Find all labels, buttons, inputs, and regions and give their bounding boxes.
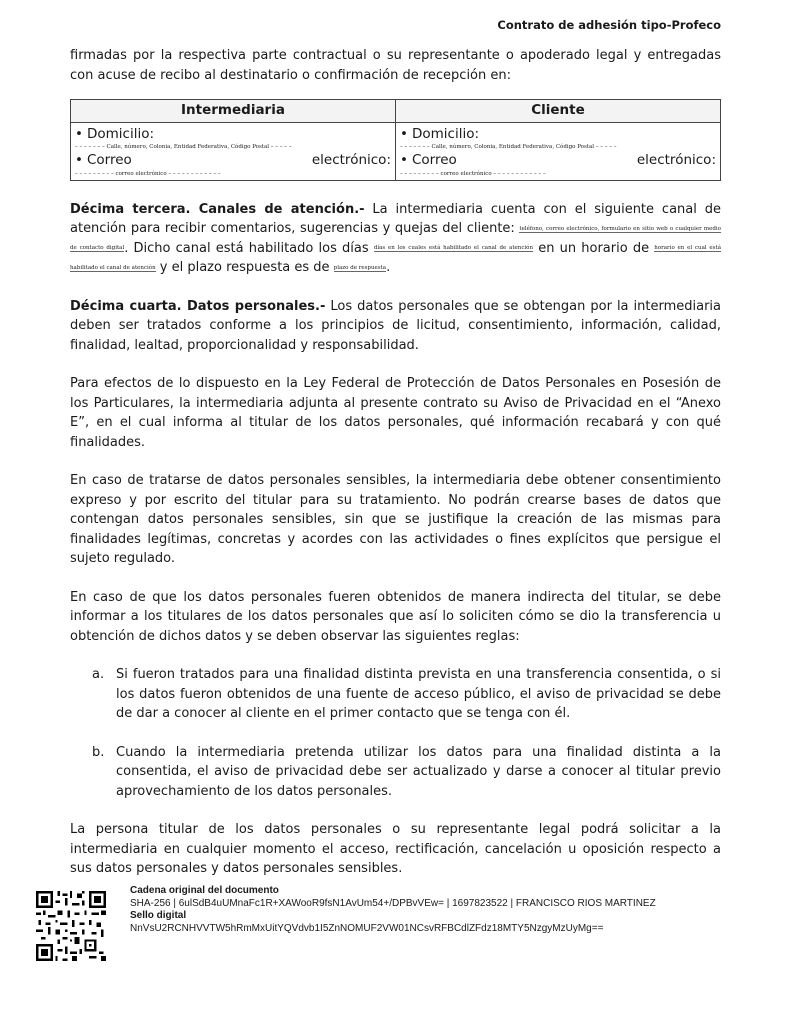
section-13-text: . Dicho canal está habilitado los días	[124, 240, 374, 256]
domicilio-hint: Calle, número, Colonia, Entidad Federativa, Código Postal	[431, 144, 595, 150]
cliente-cell	[396, 122, 721, 180]
cadena-label: Cadena original del documento	[130, 885, 279, 896]
signature-block	[130, 885, 656, 935]
notification-table	[70, 99, 721, 181]
section-13-text: La intermediaria cuenta con el siguiente canal de atención para recibir comentarios, sugerencias y quejas del cliente:	[70, 201, 721, 236]
qr-code-icon	[36, 891, 106, 961]
list-item-label: a.	[92, 667, 105, 682]
domicilio-hint: Calle, número, Colonia, Entidad Federativa, Código Postal	[106, 144, 270, 150]
correo-label: Correo	[86, 152, 132, 168]
domicilio-field[interactable]: – – – – – – – Calle, número, Colonia, Entidad Federativa, Código Postal – – – – –	[75, 144, 292, 150]
section-14-paragraph	[70, 297, 721, 356]
correo-label: Correo	[411, 152, 457, 168]
paragraph-derechos-arco: La persona titular de los datos personales o su representante legal podrá solicitar a la intermediaria en cualquier momento el acceso, rectificación, cancelación u oposición respecto a sus datos personales y datos personales sensibles.	[70, 822, 721, 876]
correo-label-2: electrónico:	[311, 152, 391, 168]
domicilio-field[interactable]: – – – – – – – Calle, número, Colonia, Entidad Federativa, Código Postal – – – – –	[400, 144, 617, 150]
dias-field[interactable]: días en los cuales está habilitado el canal de atención	[373, 245, 534, 251]
bullet-icon: •	[400, 125, 408, 142]
sello-label: Sello digital	[130, 910, 187, 921]
correo-field[interactable]: – – – – – – – – – correo electrónico – – – – – – – – – – – –	[400, 170, 546, 177]
document-header: Contrato de adhesión tipo-Profeco	[497, 18, 721, 32]
section-13-text: .	[386, 260, 391, 275]
bullet-icon: •	[75, 125, 83, 142]
table-header-intermediaria: Intermediaria	[71, 100, 396, 123]
section-14-text: Los datos personales que se obtengan por la intermediaria deben ser tratados conforme a los principios de licitud, consentimiento, información, calidad, finalidad, lealtad, proporcionalidad y responsabilidad.	[70, 298, 722, 353]
correo-field[interactable]: – – – – – – – – – correo electrónico – – – – – – – – – – – –	[75, 170, 221, 177]
intro-paragraph: firmadas por la respectiva parte contractual o su representante o apoderado legal y entregadas con acuse de recibo al destinatario o confirmación de recepción en:	[70, 48, 721, 83]
canal-field[interactable]: teléfono, correo electrónico, formulario en sitio web o cualquier medio de contacto digital	[70, 225, 721, 251]
list-item	[70, 743, 721, 802]
list-item-text: Cuando la intermediaria pretenda utilizar los datos para una finalidad distinta a la consentida, el aviso de privacidad debe ser actualizado y darse a conocer al titular previo aprovechamiento de los datos personales.	[116, 744, 721, 799]
sello-value: NnVsU2RCNHVVTW5hRmMxUitYQVdvb1I5ZnNOMUF2VW01NCsvRFBCdlZFdz18MTY5NzgyMzUyMg==	[130, 922, 604, 934]
section-13-heading: Décima tercera. Canales de atención.-	[70, 201, 365, 217]
list-item-text: Si fueron tratados para una finalidad distinta prevista en una transferencia consentida, o si los datos fueron obtenidos de una fuente de acceso público, el aviso de privacidad se debe de dar a conocer al cliente en el primer contacto que se tenga con él.	[116, 667, 721, 721]
section-14-heading: Décima cuarta. Datos personales.-	[70, 298, 326, 314]
intermediaria-cell	[71, 122, 396, 180]
paragraph-datos-sensibles: En caso de tratarse de datos personales sensibles, la intermediaria debe obtener consentimiento expreso y por escrito del titular para su tratamiento. No podrán crearse bases de datos que contengan datos personales sensibles, sin que se justifique la creación de las mismas para finalidades legítimas, concretas y acordes con las actividades o fines explícitos que persigue el sujeto regulado.	[70, 473, 721, 566]
list-item-label: b.	[92, 744, 105, 760]
paragraph-obtencion-indirecta: En caso de que los datos personales fueren obtenidos de manera indirecta del titular, se debe informar a los titulares de los datos personales que así lo soliciten cómo se dio la transferencia u obtención de dichos datos y se deben observar las siguientes reglas:	[70, 589, 721, 644]
list-item	[70, 665, 721, 724]
bullet-icon: •	[400, 152, 408, 168]
section-13-text: en un horario de	[533, 240, 655, 256]
table-header-cliente: Cliente	[396, 100, 721, 123]
domicilio-label: Domicilio:	[86, 125, 155, 142]
section-13-text: y el plazo respuesta es de	[155, 260, 334, 275]
bullet-icon: •	[75, 152, 83, 168]
correo-hint: correo electrónico	[440, 170, 492, 177]
paragraph-aviso-privacidad: Para efectos de lo dispuesto en la Ley Federal de Protección de Datos Personales en Posesión de los Particulares, la intermediaria adjunta al presente contrato su Aviso de Privacidad en el “Anexo E”, en el cual informa al titular de los datos personales, qué información recabará y con qué finalidades.	[70, 376, 721, 450]
horario-field[interactable]: horario en el cual está habilitado el canal de atención	[70, 245, 721, 271]
correo-label-2: electrónico:	[636, 152, 716, 168]
cadena-value: SHA-256 | 6ulSdB4uUMnaFc1R+XAWooR9fsN1AvUm54+/DPBvVEw= | 1697823522 | FRANCISCO RIOS MARTINEZ	[130, 897, 656, 909]
correo-hint: correo electrónico	[115, 170, 167, 177]
section-13-paragraph	[70, 200, 721, 278]
document-body	[70, 46, 721, 879]
plazo-field[interactable]: plazo de respuesta	[333, 264, 387, 271]
domicilio-label: Domicilio:	[411, 125, 480, 142]
